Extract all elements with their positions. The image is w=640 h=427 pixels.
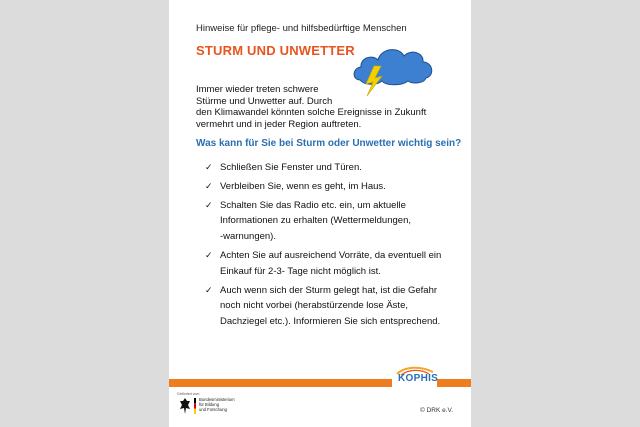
footer-bar-right	[437, 379, 471, 387]
checklist-item-line: Schalten Sie das Radio etc. ein, um aktuelle	[220, 199, 406, 211]
kophis-logo: KOPHIS	[398, 373, 439, 384]
checklist-item-line: Verbleiben Sie, wenn es geht, im Haus.	[220, 180, 386, 192]
flag-stripe-icon	[194, 398, 196, 414]
checklist-item-line: Dachziegel etc.). Informieren Sie sich entsprechend.	[220, 316, 441, 328]
intro-line: vermehrt und in jeder Region auftreten.	[196, 118, 362, 130]
document-title: STURM UND UNWETTER	[196, 43, 355, 58]
checklist-item-line: Schließen Sie Fenster und Türen.	[220, 162, 362, 173]
checkmark-icon: ✓	[205, 284, 213, 295]
checklist-item	[205, 248, 465, 280]
checkmark-icon: ✓	[205, 180, 213, 191]
checklist-item	[205, 198, 465, 245]
checklist-item-line: Einkauf für 2-3- Tage nicht möglich ist.	[220, 265, 381, 277]
intro-paragraph	[196, 84, 451, 130]
checklist-item-line: noch nicht vorbei (herabstürzende lose Äste,	[220, 300, 408, 312]
checklist-item-line: Informationen zu erhalten (Wettermeldungen,	[220, 215, 411, 227]
funder-label: Gefördert vom	[177, 392, 200, 396]
intro-line: Stürme und Unwetter auf. Durch	[196, 95, 333, 107]
ministry-line: Bundesministerium	[199, 397, 235, 402]
intro-line: Immer wieder treten schwere	[196, 84, 319, 95]
ministry-name	[199, 398, 259, 412]
copyright-text: © DRK e.V.	[420, 407, 454, 414]
checklist-item	[205, 283, 465, 330]
checklist-item	[205, 179, 465, 195]
ministry-line: für Bildung	[199, 401, 220, 407]
checkmark-icon: ✓	[205, 162, 213, 172]
checklist-item-line: Auch wenn sich der Sturm gelegt hat, ist die Gefahr	[220, 284, 438, 296]
checklist-item-line: -warnungen).	[220, 231, 276, 243]
checklist-item-line: Achten Sie auf ausreichend Vorräte, da eventuell ein	[220, 249, 442, 261]
footer-bar-left	[169, 379, 392, 387]
section-question: Was kann für Sie bei Sturm oder Unwetter wichtig sein?	[196, 138, 462, 149]
document-page	[169, 0, 471, 427]
ministry-line: und Forschung	[199, 406, 227, 412]
checklist	[205, 160, 465, 333]
checkmark-icon: ✓	[205, 249, 213, 260]
document-subtitle: Hinweise für pflege- und hilfsbedürftige Menschen	[196, 23, 407, 34]
checkmark-icon: ✓	[205, 199, 213, 210]
intro-line: den Klimawandel könnten solche Ereignisse in Zukunft	[196, 107, 427, 119]
federal-eagle-icon	[179, 397, 191, 415]
checklist-item	[205, 160, 465, 176]
